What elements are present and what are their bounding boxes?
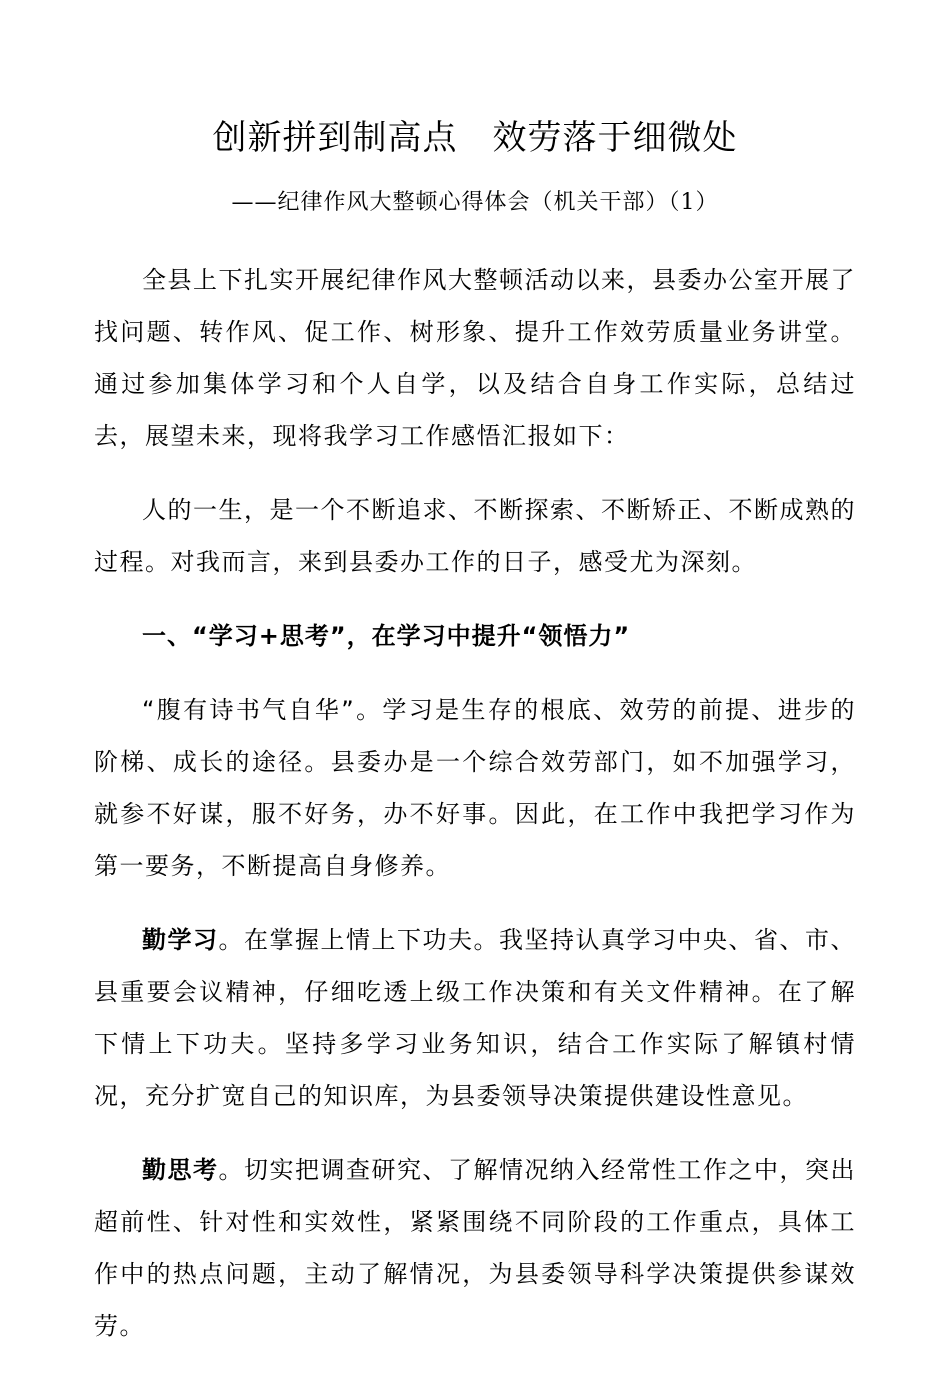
section-heading: 一、“学习+思考”，在学习中提升“领悟力” [142, 622, 631, 650]
think-text: 。切实把调查研究、了解情况纳入经常性工作之中，突出超前性、针对性和实效性，紧紧围绕不同阶段的工作重点，具体工作中的热点问题，主动了解情况，为县委领导科学决策提供参谋效劳。 [94, 1156, 856, 1340]
think-lead: 勤思考 [142, 1156, 219, 1184]
study-text: 。在掌握上情上下功夫。我坚持认真学习中央、省、市、县重要会议精神，仔细吃透上级工作决策和有关文件精神。在了解下情上下功夫。坚持多学习业务知识，结合工作实际了解镇村情况，充分扩宽自己的知识库，为县委领导决策提供建设性意见。 [94, 926, 856, 1110]
document-title: 创新拼到制高点 效劳落于细微处 [212, 118, 738, 158]
paragraph-intro: 全县上下扎实开展纪律作风大整顿活动以来，县委办公室开展了找问题、转作风、促工作、树形象、提升工作效劳质量业务讲堂。通过参加集体学习和个人自学，以及结合自身工作实际，总结过去，展望未来，现将我学习工作感悟汇报如下： [94, 266, 856, 450]
paragraph-life: 人的一生，是一个不断追求、不断探索、不断矫正、不断成熟的过程。对我而言，来到县委办工作的日子，感受尤为深刻。 [94, 496, 856, 576]
paragraph-section-intro: “腹有诗书气自华”。学习是生存的根底、效劳的前提、进步的阶梯、成长的途径。县委办是一个综合效劳部门，如不加强学习，就参不好谋，服不好务，办不好事。因此，在工作中我把学习作为第一要务，不断提高自身修养。 [94, 696, 856, 880]
paragraph-think [94, 1144, 856, 1352]
document-body [94, 254, 856, 1374]
paragraph-study [94, 914, 856, 1122]
study-lead: 勤学习 [142, 926, 219, 954]
document-subtitle: ——纪律作风大整顿心得体会（机关干部）（1） [231, 190, 719, 215]
